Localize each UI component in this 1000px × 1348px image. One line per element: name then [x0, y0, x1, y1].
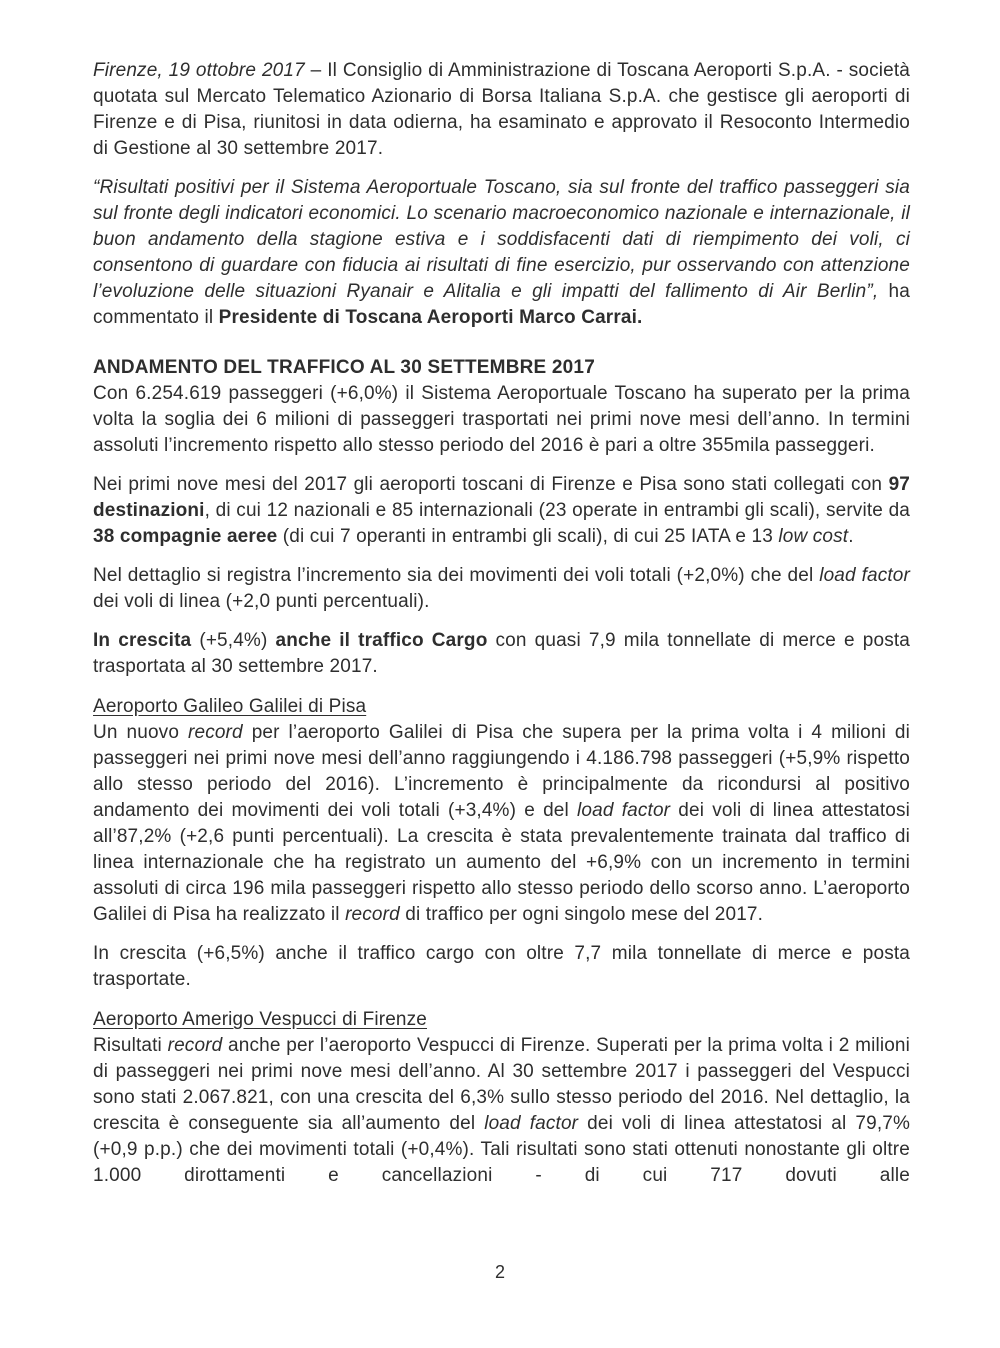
text-segment: per l’aeroporto Galilei di Pisa che supera per la prima volta i 4 milioni di passeggeri nei primi nove mesi dell’anno raggiungendo i 4.186.798 passeggeri (+5,9% rispetto allo stesso periodo del 2016). L’incremento è principalmente da ricondursi al positivo andamento dei movimenti dei voli totali (+3,4%) e del: [93, 722, 911, 821]
paragraph-dateline: [93, 58, 910, 162]
text-segment: In crescita: [93, 630, 192, 651]
page-number: 2: [494, 1262, 505, 1282]
text-segment: .: [848, 526, 854, 547]
text-segment: Nel dettaglio si registra l’incremento sia dei movimenti dei voli totali (+2,0%) che del: [93, 565, 820, 586]
paragraph-destinations: [93, 472, 910, 550]
text-segment: , di cui 12 nazionali e 85 internazionali (23 operate in entrambi gli scali), servite da: [204, 500, 910, 521]
text-segment: anche il traffico Cargo: [275, 630, 488, 651]
text-segment: Nei primi nove mesi del 2017 gli aeroporti toscani di Firenze e Pisa sono stati collegati con: [93, 474, 889, 495]
text-segment: load factor: [819, 565, 910, 586]
paragraph-florence-record: [93, 1033, 910, 1189]
paragraph-load-factor: [93, 563, 910, 615]
text-segment: low cost: [778, 526, 849, 547]
text-segment: load factor: [577, 800, 671, 821]
text-segment: record: [345, 904, 400, 925]
text-segment: – Il Consiglio di Amministrazione di Toscana Aeroporti S.p.A. - società quotata sul Mercato Telematico Azionario di Borsa Italiana S.p.A. che gestisce gli aeroporti di Firenze e di Pisa, riunitosi in data odierna, ha esaminato e approvato il Resoconto Intermedio di Gestione al 30 settembre 2017.: [93, 60, 911, 159]
text-segment: con quasi 7,9 mila tonnellate di merce e posta trasportata al 30 settembre 2017.: [93, 630, 911, 677]
text-segment: dei voli di linea (+2,0 punti percentuali).: [93, 591, 430, 612]
text-segment: load factor: [484, 1113, 579, 1134]
text-segment: 97 destinazioni: [93, 474, 910, 521]
text-segment: Con 6.254.619 passeggeri (+6,0%) il Sistema Aeroportuale Toscano ha superato per la prima volta la soglia dei 6 milioni di passeggeri trasportati nei primi nove mesi dell’anno. In termini assoluti l’incremento rispetto allo stesso periodo del 2016 è pari a oltre 355mila passeggeri.: [93, 383, 910, 456]
text-segment: (di cui 7 operanti in entrambi gli scali), di cui 25 IATA e 13: [277, 526, 779, 547]
text-segment: Un nuovo: [93, 722, 188, 743]
text-segment: record: [167, 1035, 223, 1056]
paragraph-cargo-system: [93, 628, 910, 680]
section-heading-traffic: ANDAMENTO DEL TRAFFICO AL 30 SETTEMBRE 2017: [93, 357, 595, 378]
text-segment: “Risultati positivi per il Sistema Aeroportuale Toscano, sia sul fronte del traffico passeggeri sia sul fronte degli indicatori economici. Lo scenario macroeconomico nazionale e internazionale, il buon andamento della stagione estiva e i soddisfacenti dati di riempimento dei voli, ci consentono di guardare con fiducia ai risultati di fine esercizio, pur osservando con attenzione l’evoluzione delle situazioni Ryanair e Alitalia e gli impatti del fallimento di Air Berlin”,: [93, 177, 910, 302]
text-segment: dei voli di linea attestatosi all’87,2% (+2,6 punti percentuali). La crescita è stata prevalentemente trainata dal traffico di linea internazionale che ha registrato un aumento del +6,9% con un incremento in termini assoluti di circa 196 mila passeggeri rispetto allo stesso periodo dello scorso anno. L’aeroporto Galilei di Pisa ha realizzato il: [93, 800, 911, 925]
text-segment: Firenze, 19 ottobre 2017: [93, 60, 305, 81]
text-segment: 38 compagnie aeree: [93, 526, 278, 547]
paragraph-president-quote: [93, 175, 910, 331]
sub-heading-pisa-airport: Aeroporto Galileo Galilei di Pisa: [93, 696, 367, 717]
document-body: [93, 58, 910, 1189]
text-segment: (+5,4%): [191, 630, 276, 651]
text-segment: di traffico per ogni singolo mese del 2017.: [399, 904, 764, 925]
sub-heading-florence-airport: Aeroporto Amerigo Vespucci di Firenze: [93, 1009, 427, 1030]
paragraph-pisa-record: [93, 720, 910, 928]
text-segment: Presidente di Toscana Aeroporti Marco Carrai.: [218, 307, 643, 328]
text-segment: record: [188, 722, 243, 743]
paragraph-system-passengers: [93, 381, 910, 459]
text-segment: dei voli di linea attestatosi al 79,7% (+0,9 p.p.) che dei movimenti totali (+0,4%). Tali risultati sono stati ottenuti nonostante gli oltre 1.000 dirottamenti e cancellazioni - di cui 717 dovuti alle: [93, 1113, 911, 1186]
text-segment: Risultati: [93, 1035, 168, 1056]
paragraph-pisa-cargo: [93, 941, 910, 993]
text-segment: ha commentato il: [93, 281, 910, 328]
text-segment: anche per l’aeroporto Vespucci di Firenze. Superati per la prima volta i 2 milioni di passeggeri nei primi nove mesi dell’anno. Al 30 settembre 2017 i passeggeri del Vespucci sono stati 2.067.821, con una crescita del 6,3% sullo stesso periodo del 2016. Nel dettaglio, la crescita è conseguente sia all’aumento del: [93, 1035, 910, 1134]
text-segment: In crescita (+6,5%) anche il traffico cargo con oltre 7,7 mila tonnellate di merce e posta trasportate.: [93, 943, 910, 990]
